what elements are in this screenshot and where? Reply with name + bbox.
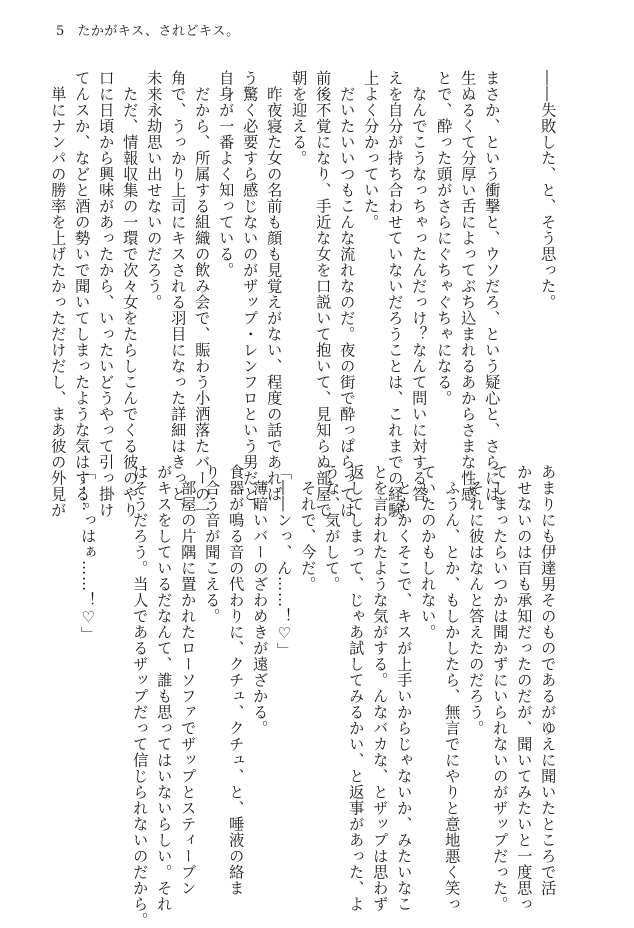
chapter-title: たかがキス、されどキス。: [77, 24, 240, 39]
bottom-line-2: かせないのは百も承知だったのだが、聞いてみたいと一度思っ: [515, 464, 534, 912]
bottom-line-22: 「……っはぁ……！♡」: [79, 464, 98, 643]
top-line-20: てんスか、などと酒の勢いで聞いてしまったような気はする。: [73, 70, 92, 518]
bottom-line-3: てしまったらいつかは聞かずにいられないのがザップだった。: [491, 464, 510, 912]
top-line-9: だいたいいつもこんな流れなのだ。夜の街で酔っぱらっては: [338, 86, 357, 518]
top-line-15: だから、所属する組織の飲み会で、賑わう小洒落たバーの一: [193, 86, 212, 518]
bottom-line-6: ていたのかもしれない。: [419, 464, 438, 640]
bottom-line-17: り合う音が聞こえる。: [203, 464, 222, 624]
top-line-3: まさか、という衝撃と、ウソだろ、という疑心と、さらには: [483, 70, 502, 502]
top-line-13: う驚く必要すら感じないのがザップ・レンフロという男だと、: [241, 70, 260, 518]
top-line-1: ――失敗した、と、そう思った。: [539, 70, 558, 310]
bottom-line-8: とを言われたような気がする。んなバカな、とザップは思わず: [371, 464, 390, 912]
running-header: [56, 20, 240, 39]
top-line-14: 自身が一番よく知っている。: [217, 70, 236, 278]
top-line-5: とで、酔った頭がさらにぐちゃぐちゃになる。: [435, 70, 454, 406]
top-line-10: 前後不覚になり、手近な女を口説いて抱いて、見知らぬ部屋で: [314, 70, 333, 518]
bottom-line-4: それに彼はなんと答えたのだろう。: [467, 480, 486, 736]
top-line-18: ただ、情報収集の一環で次々女をたらしこんでくる彼のやり: [121, 86, 140, 518]
page-number: 5: [56, 24, 65, 39]
bottom-line-1: あまりにも伊達男そのものであるがゆえに聞いたところで活: [539, 464, 558, 896]
bottom-line-5: ふうん、とか、もしかしたら、無言でにやりと意地悪く笑っ: [443, 480, 462, 912]
top-line-16: 角で、うっかり上司にキスされる羽目になった詳細はきっと、: [169, 70, 188, 518]
bottom-line-18: 部屋の片隅に置かれたローソファでザップとスティーブン: [179, 480, 198, 896]
top-line-19: 口に日頃から興味があったから、いったいどうやって引っ掛け: [97, 70, 116, 518]
bottom-line-16: 食器が鳴る音の代わりに、クチュ、クチュ、と、唾液の絡ま: [227, 464, 246, 896]
bottom-line-7: ともかくそこで、キスが上手いからじゃないか、みたいなこ: [395, 480, 414, 912]
top-line-8: 上よく分かっていた。: [362, 70, 381, 230]
top-line-12: 昨夜寝た女の名前も顔も見覚えがない、程度の話であれば: [265, 86, 284, 502]
top-line-11: 朝を迎える。: [290, 70, 309, 166]
bottom-line-19: がキスをしているだなんて、誰も思ってはいないらしい。それ: [155, 464, 174, 912]
top-line-7: えを自分が持ち合わせていないだろうことは、これまでの経験: [386, 70, 405, 518]
top-line-6: なんでこうなっちゃったんだっけ？なんて問いに対する答: [410, 86, 429, 502]
top-line-21: 単にナンパの勝率を上げたかっただけだし、まあ彼の外見が: [49, 86, 68, 518]
bottom-line-9: 返してしまって、じゃあ試してみるかい、と返事があった、よ: [347, 464, 366, 912]
top-line-17: 未来永劫思い出せないのだろう。: [145, 70, 164, 310]
bottom-line-11: それで、今だ。: [299, 480, 318, 592]
bottom-line-10: うな、気がして。: [323, 464, 342, 592]
top-line-4: 生ぬるくて分厚い舌によってぶち込まれるあからさまな性感: [459, 70, 478, 502]
bottom-line-13: 「――ンっ、ん……！♡」: [275, 464, 294, 659]
bottom-line-15: 薄暗いバーのざわめきが遠ざかる。: [251, 480, 270, 736]
bottom-line-20: はそうだろう。当人であるザップだって信じられないのだから。: [131, 464, 150, 928]
